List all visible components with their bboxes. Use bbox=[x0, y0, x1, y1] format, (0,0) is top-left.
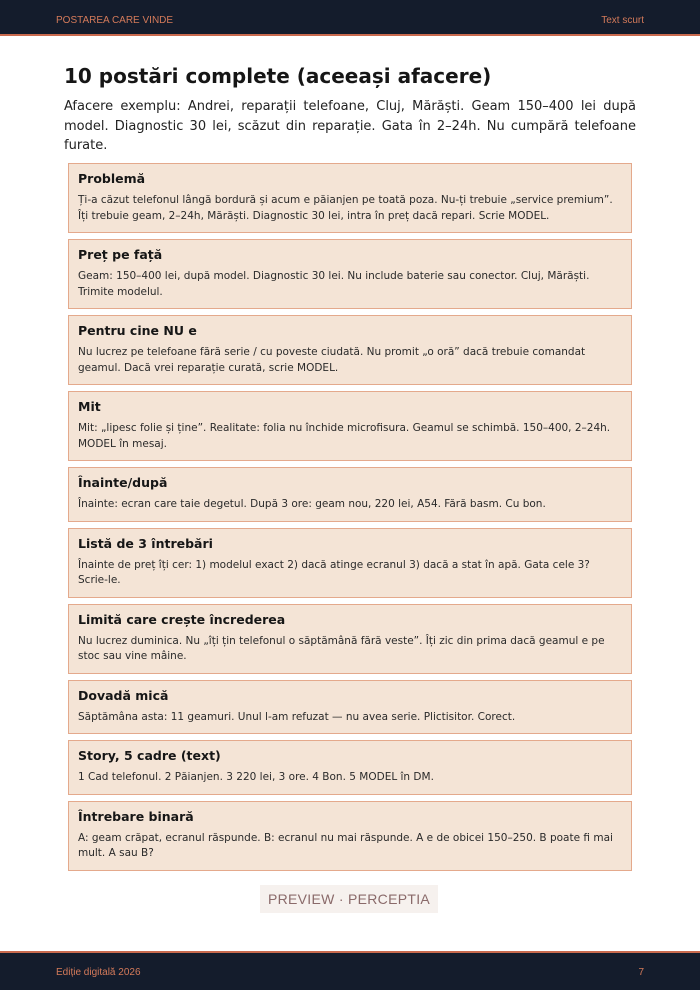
post-card-title: Preț pe față bbox=[78, 247, 163, 262]
post-card-text: A: geam crăpat, ecranul răspunde. B: ecranul nu mai răspunde. A e de obicei 150–250. B poate fi mai mult. A sau B? bbox=[78, 831, 613, 859]
post-card bbox=[68, 315, 632, 385]
post-card-list bbox=[68, 163, 632, 877]
post-card bbox=[68, 391, 632, 461]
header-section-subtitle: Text scurt bbox=[601, 15, 644, 26]
post-card-title: Întrebare binară bbox=[78, 808, 194, 824]
post-card-text: Geam: 150–400 lei, după model. Diagnostic 30 lei. Nu include baterie sau conector. Cluj, Mărăști. Trimite modelul. bbox=[78, 270, 590, 298]
post-card bbox=[68, 163, 632, 233]
post-card-text: Ți-a căzut telefonul lângă bordură și acum e păianjen pe toată poza. Nu-ți trebuie „service premium”. Îți trebuie geam, 2–24h, Mărăști. Diagnostic 30 lei, intra în preț dacă repari. Scrie MODEL. bbox=[78, 194, 613, 222]
post-card-title: Story, 5 cadre (text) bbox=[78, 748, 221, 763]
page-header bbox=[0, 0, 700, 36]
post-card bbox=[68, 740, 632, 795]
post-card-text: Nu lucrez duminica. Nu „îți țin telefonul o săptămână fără veste”. Îți zic din prima dacă geamul e pe stoc sau vine mâine. bbox=[78, 634, 605, 662]
post-card-text: Înainte de preț îți cer: 1) modelul exact 2) dacă atinge ecranul 3) dacă a stat în apă. Gata cele 3? Scrie-le. bbox=[78, 558, 590, 586]
post-card-title: Listă de 3 întrebări bbox=[78, 535, 213, 551]
post-card-text: Nu lucrez pe telefoane fără serie / cu poveste ciudată. Nu promit „o oră” dacă trebuie comandat geamul. Dacă vrei reparație curată, scrie MODEL. bbox=[78, 346, 586, 374]
post-card bbox=[68, 680, 632, 735]
post-card bbox=[68, 239, 632, 309]
post-card-title: Dovadă mică bbox=[78, 687, 169, 703]
post-card-title: Pentru cine NU e bbox=[78, 323, 197, 338]
post-card-title: Mit bbox=[78, 399, 101, 414]
post-card bbox=[68, 467, 632, 522]
post-card bbox=[68, 801, 632, 871]
post-card-title: Înainte/după bbox=[78, 475, 168, 490]
footer-edition: Ediție digitală 2026 bbox=[56, 967, 141, 978]
intro-paragraph: Afacere exemplu: Andrei, reparații telefoane, Cluj, Mărăști. Geam 150–400 lei după model. Diagnostic 30 lei, scăzut din reparație. Gata în 2–24h. Nu cumpără telefoane furate. bbox=[64, 99, 636, 153]
page-footer bbox=[0, 951, 700, 990]
header-section-title: POSTAREA CARE VINDE bbox=[56, 15, 174, 26]
page-number: 7 bbox=[638, 967, 644, 978]
post-card-text: Mit: „lipesc folie și ține”. Realitate: folia nu închide microfisura. Geamul se schimbă. 150–400, 2–24h. MODEL în mesaj. bbox=[78, 422, 611, 450]
post-card-title: Limită care crește încrederea bbox=[78, 611, 286, 627]
post-card-text: 1 Cad telefonul. 2 Păianjen. 3 220 lei, 3 ore. 4 Bon. 5 MODEL în DM. bbox=[78, 771, 434, 783]
post-card-title: Problemă bbox=[78, 171, 146, 186]
post-card-text: Săptămâna asta: 11 geamuri. Unul l-am refuzat — nu avea serie. Plictisitor. Corect. bbox=[78, 710, 516, 723]
page-title: 10 postări complete (aceeași afacere) bbox=[64, 64, 492, 88]
post-card bbox=[68, 604, 632, 674]
post-card-text: Înainte: ecran care taie degetul. După 3 ore: geam nou, 220 lei, A54. Fără basm. Cu bon. bbox=[78, 498, 546, 510]
post-card bbox=[68, 528, 632, 598]
preview-watermark: PREVIEW · PERCEPTIA bbox=[260, 885, 438, 913]
